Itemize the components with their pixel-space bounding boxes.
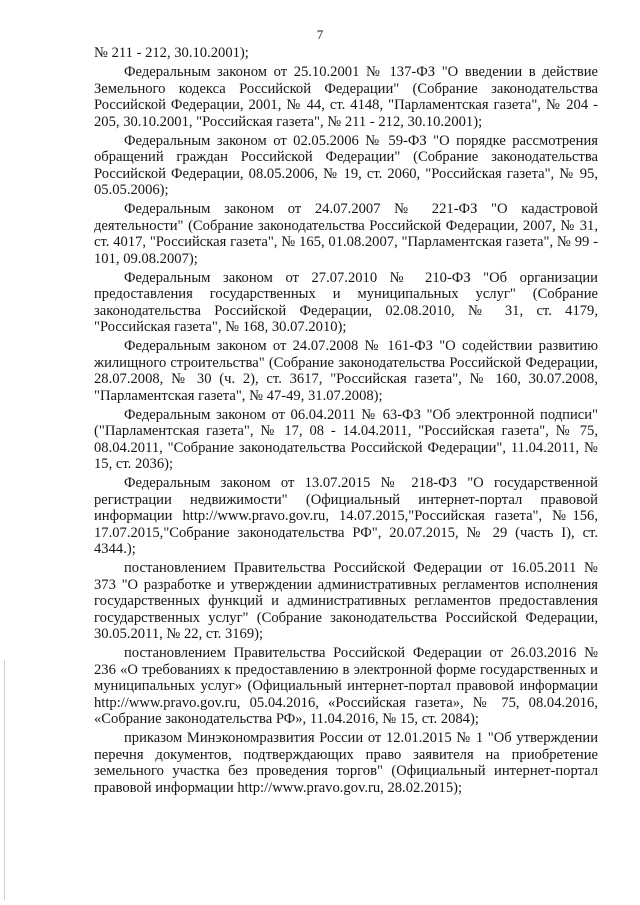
paragraph-law-221-fz: Федеральным законом от 24.07.2007 № 221-ФЗ "О кадастровой деятельности" (Собрание законодательства Российской Федерации, 2007, № 31, ст. 4017, "Российская газета", № 165, 01.08.2007, "Парламентская газета", № 99 - 101, 09.08.2007); xyxy=(94,201,598,267)
paragraph-continuation: № 211 - 212, 30.10.2001); xyxy=(94,45,249,61)
paragraph-law-137-fz: Федеральным законом от 25.10.2001 № 137-ФЗ "О введении в действие Земельного кодекса Российской Федерации" (Собрание законодательства Российской Федерации, 2001, № 44, ст. 4148, "Парламентская газета", № 204 - 205, 30.10.2001, "Российская газета", № 211 - 212, 30.10.2001); xyxy=(94,64,598,130)
paragraph-law-63-fz: Федеральным законом от 06.04.2011 № 63-ФЗ "Об электронной подписи" ("Парламентская газета", № 17, 08 - 14.04.2011, "Российская газета", № 75, 08.04.2011, "Собрание законодательства Российской Федерации", 11.04.2011, № 15, ст. 2036); xyxy=(94,406,598,472)
document-body xyxy=(94,45,598,799)
paragraph-law-218-fz: Федеральным законом от 13.07.2015 № 218-ФЗ "О государственной регистрации недвижимости" (Официальный интернет-портал правовой информации http://www.pravo.gov.ru, 14.07.2015,"Российская газета", №156, 17.07.2015,"Собрание законодательства РФ", 20.07.2015, № 29 (часть I), ст. 4344.); xyxy=(94,475,598,557)
paragraph-law-59-fz: Федеральным законом от 02.05.2006 № 59-ФЗ "О порядке рассмотрения обращений граждан Российской Федерации" (Собрание законодательства Российской Федерации, 08.05.2006, № 19, ст. 2060, "Российская газета", № 95, 05.05.2006); xyxy=(94,132,598,198)
page-number: 7 xyxy=(316,27,324,42)
paragraph-law-161-fz: Федеральным законом от 24.07.2008 № 161-ФЗ "О содействии развитию жилищного строительства" (Собрание законодательства Российской Федерации, 28.07.2008, № 30 (ч. 2), ст. 3617, "Российская газета", № 160, 30.07.2008, "Парламентская газета", № 47-49, 31.07.2008); xyxy=(94,338,598,404)
paragraph-order-1: приказом Минэкономразвития России от 12.01.2015 № 1 "Об утверждении перечня документов, подтверждающих право заявителя на приобретение земельного участка без проведения торгов" (Официальный интернет-портал правовой информации http://www.pravo.gov.ru, 28.02.2015); xyxy=(94,730,598,796)
paragraph-law-210-fz: Федеральным законом от 27.07.2010 № 210-ФЗ "Об организации предоставления государственных и муниципальных услуг" (Собрание законодательства Российской Федерации, 02.08.2010, № 31, ст. 4179, "Российская газета", № 168, 30.07.2010); xyxy=(94,269,598,335)
paragraph-resolution-373: постановлением Правительства Российской Федерации от 16.05.2011 № 373 "О разработке и утверждении административных регламентов исполнения государственных функций и административных регламентов предоставления государственных услуг" (Собрание законодательства Российской Федерации, 30.05.2011, № 22, ст. 3169); xyxy=(94,560,598,642)
scan-edge-mark xyxy=(4,660,5,900)
paragraph-resolution-236: постановлением Правительства Российской Федерации от 26.03.2016 № 236 «О требованиях к предоставлению в электронной форме государственных и муниципальных услуг» (Официальный интернет-портал правовой информации http://www.pravo.gov.ru, 05.04.2016, «Российская газета», № 75, 08.04.2016, «Собрание законодательства РФ», 11.04.2016, № 15, ст. 2084); xyxy=(94,645,598,727)
